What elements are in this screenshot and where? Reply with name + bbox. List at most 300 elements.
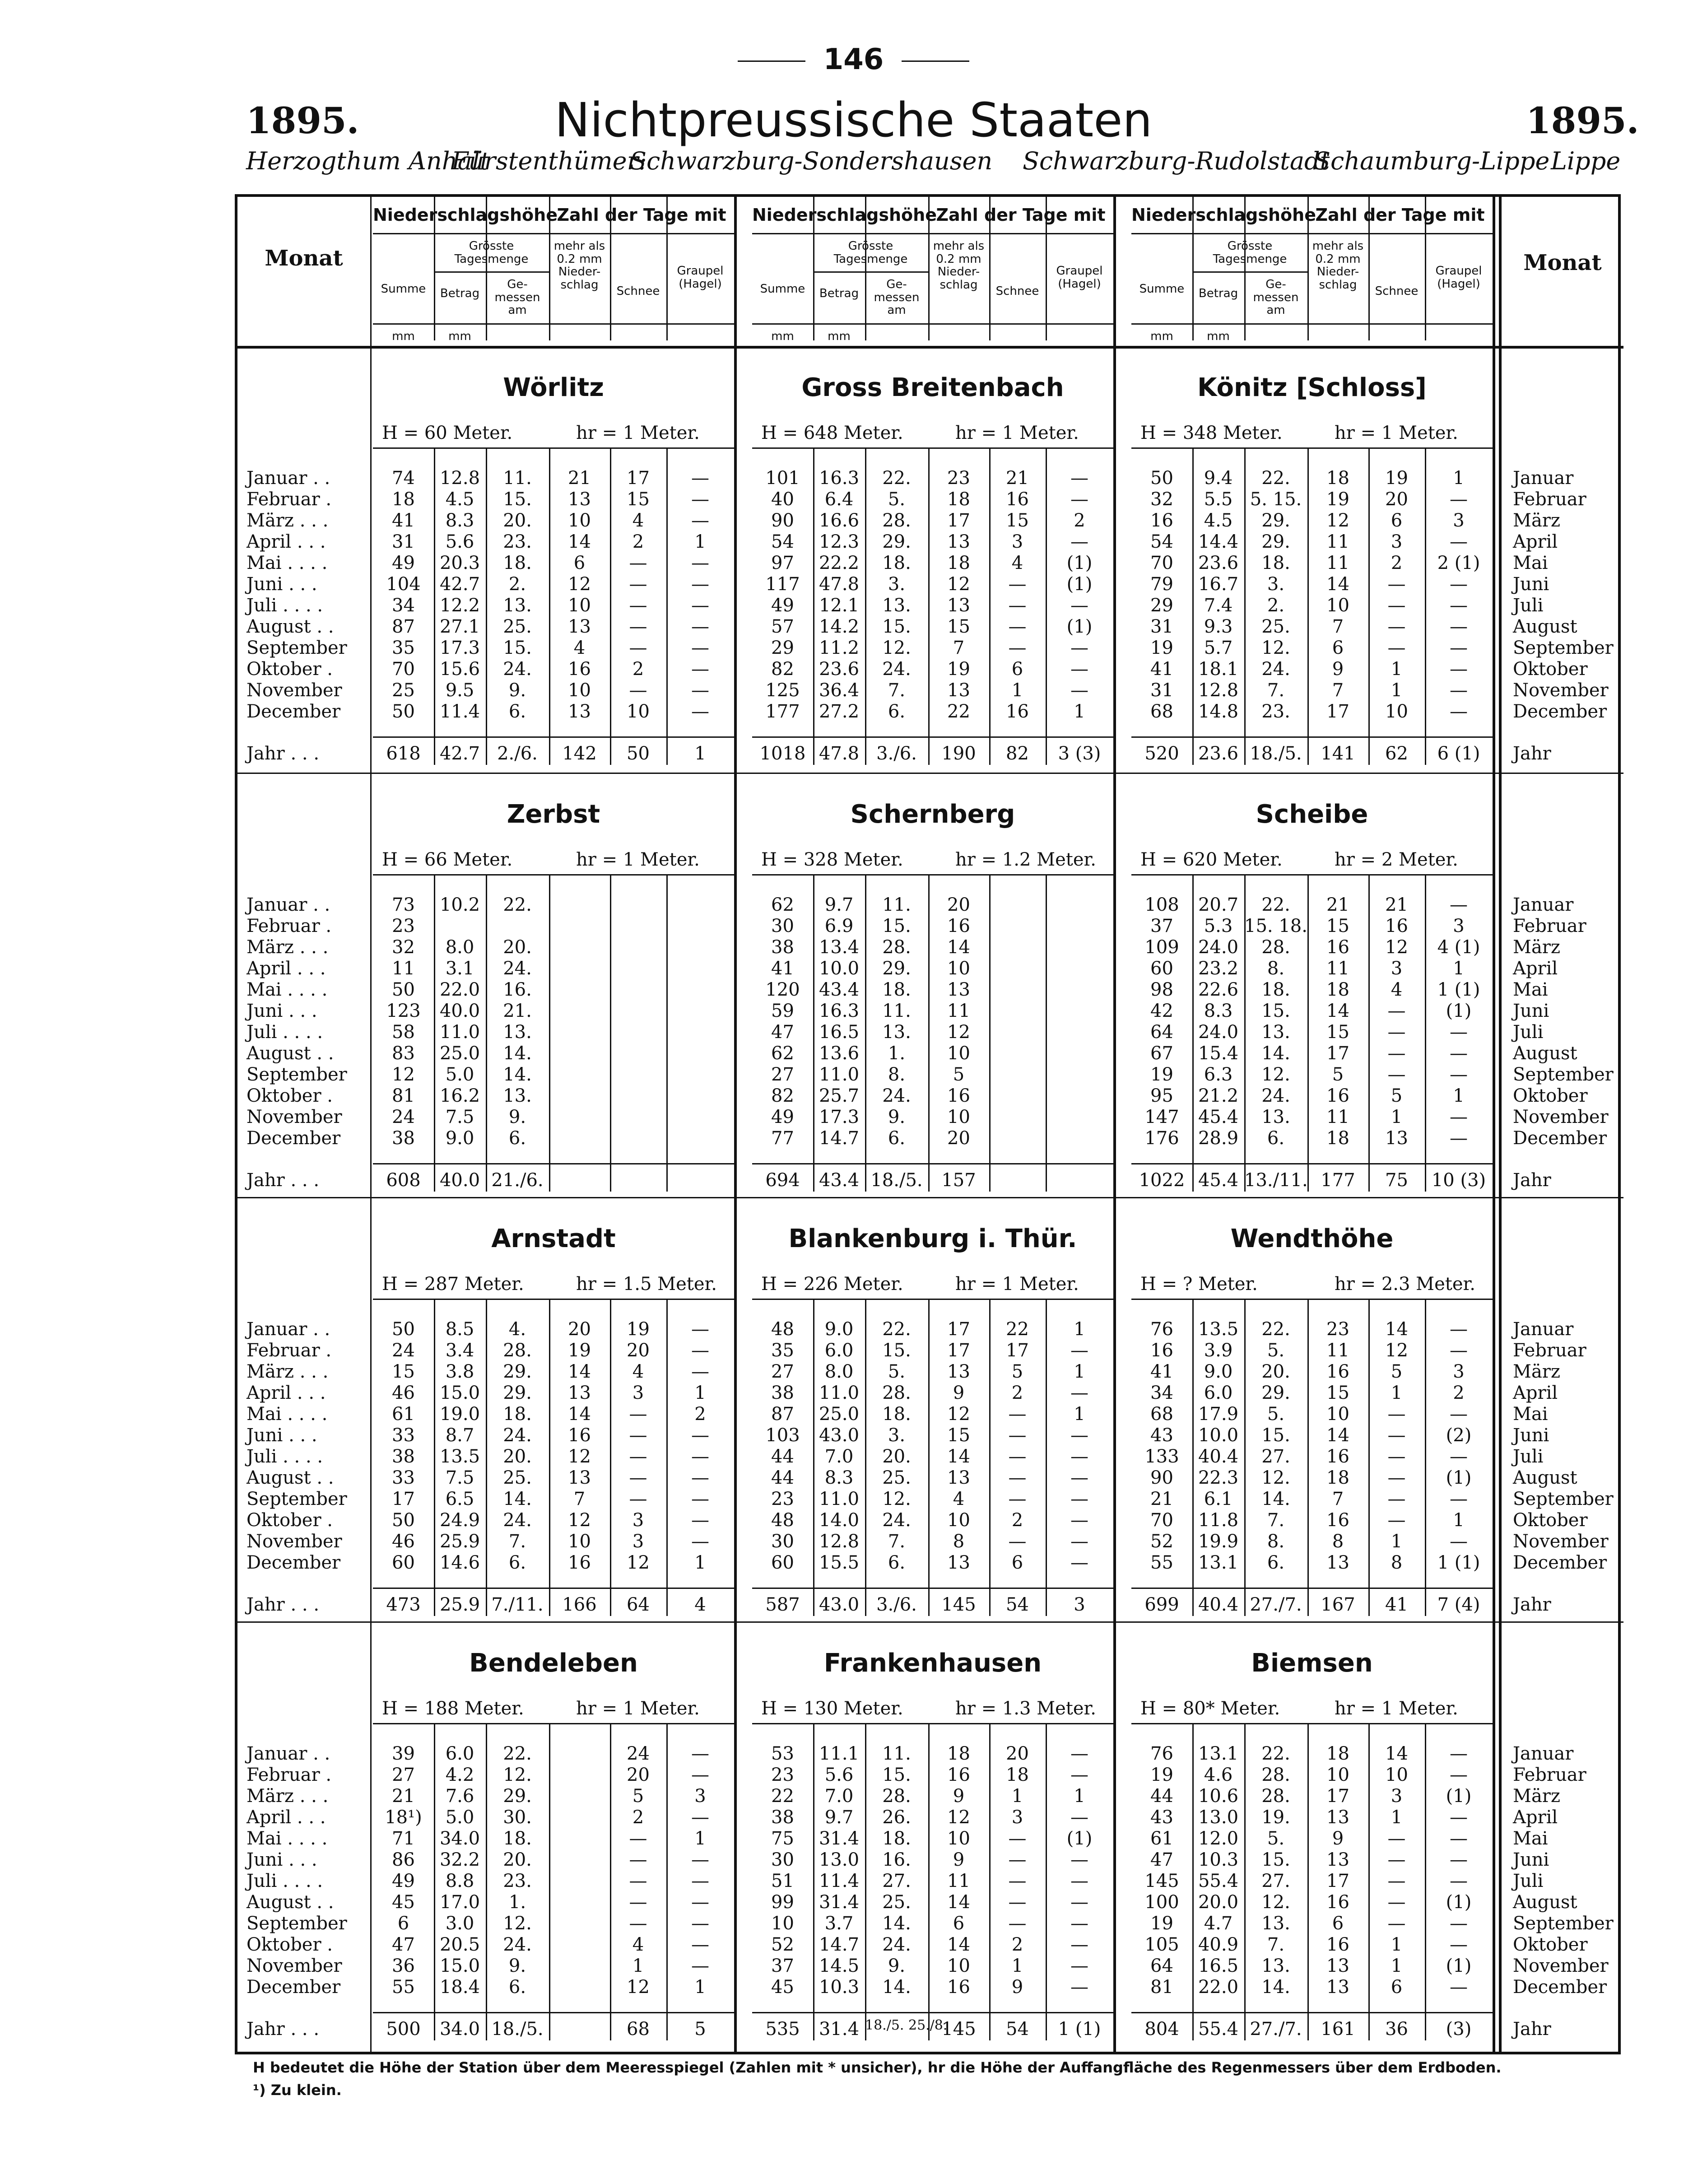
graupel-header: Graupel (Hagel) [677, 264, 724, 291]
station-height-line [382, 423, 743, 443]
data-cell: 3. [1267, 574, 1285, 595]
data-cell: 23. [1261, 701, 1290, 722]
data-cell: 11. [882, 1743, 911, 1764]
data-cell: 5. [888, 489, 906, 510]
station-rule [373, 447, 734, 449]
data-cell: 10.3 [819, 1977, 860, 1998]
data-cell: 23 [771, 1489, 794, 1509]
data-cell: — [629, 553, 647, 573]
data-cell: 18 [1326, 979, 1349, 1000]
month-label-left: Februar . [247, 489, 332, 510]
data-cell: 34 [1150, 1383, 1173, 1403]
data-cell: 53 [771, 1743, 794, 1764]
data-cell: 9. [508, 680, 526, 701]
data-cell: 17 [1326, 701, 1349, 722]
data-cell: 12 [392, 1064, 415, 1085]
data-col-rule [989, 874, 991, 1192]
data-cell: 49 [392, 1871, 415, 1891]
subtitle-rudolstadt: Schwarzburg-Rudolstadt [1023, 147, 1330, 175]
data-cell: 15 [1326, 1383, 1349, 1403]
data-cell: 13. [503, 595, 532, 616]
jahr-cell: 535 [765, 2019, 800, 2040]
summe-header: Summe [760, 282, 805, 296]
data-cell: 11.4 [439, 701, 480, 722]
gauge-height: hr = 1 Meter. [1335, 423, 1458, 443]
data-cell: — [1387, 1510, 1406, 1531]
data-cell: — [691, 510, 709, 531]
data-cell: 26. [882, 1807, 911, 1828]
data-cell: — [691, 468, 709, 489]
data-cell: 50 [392, 979, 415, 1000]
data-col-rule [549, 874, 550, 1192]
data-cell: 4 [1011, 553, 1023, 573]
data-cell: 30 [771, 1531, 794, 1552]
data-cell: 23.6 [1198, 553, 1239, 573]
data-cell: 47 [771, 1022, 794, 1043]
data-cell: 98 [1150, 979, 1173, 1000]
month-label-right: April [1513, 958, 1558, 979]
station-name: Gross Breitenbach [801, 373, 1064, 402]
data-col-rule [1244, 1723, 1246, 2040]
data-cell: 82 [771, 1085, 794, 1106]
jahr-label-left: Jahr . . . [247, 1170, 320, 1191]
data-cell: — [629, 1849, 647, 1870]
data-col-rule [434, 874, 435, 1192]
data-cell: 42 [1150, 1001, 1173, 1021]
data-cell: 79 [1150, 574, 1173, 595]
data-cell: 20 [627, 1765, 650, 1785]
data-col-rule [1368, 1723, 1370, 2040]
data-cell: — [691, 1871, 709, 1891]
data-cell: (1) [1446, 1892, 1472, 1913]
data-cell: 16 [1006, 489, 1029, 510]
data-cell: 16 [1150, 1340, 1173, 1361]
month-label-left: Januar . . [247, 468, 330, 489]
month-label-left: August . . [247, 1467, 334, 1488]
data-cell: 35 [771, 1340, 794, 1361]
data-cell: 11. [503, 468, 532, 489]
data-cell: 17.9 [1198, 1404, 1239, 1425]
jahr-cell: 145 [941, 1594, 976, 1615]
data-cell: — [1450, 1913, 1468, 1934]
data-cell: 21 [1006, 468, 1029, 489]
data-cell: 8. [1267, 958, 1285, 979]
data-cell: — [1450, 1064, 1468, 1085]
subtitle-sondershausen: Schwarzburg-Sondershausen [630, 147, 993, 175]
data-cell: 10 [1385, 701, 1408, 722]
data-cell: — [1070, 1892, 1088, 1913]
data-cell: 9 [953, 1849, 965, 1870]
jahr-cell: 2./6. [497, 743, 538, 764]
data-cell: 22. [503, 1743, 532, 1764]
month-label-left: November [247, 680, 342, 701]
month-label-right: Juli [1513, 1022, 1544, 1043]
data-col-rule [989, 1723, 991, 2040]
month-label-right: November [1513, 1107, 1609, 1127]
data-cell: 14 [1385, 1319, 1408, 1340]
data-cell: 11.2 [819, 638, 860, 658]
jahr-cell: 190 [941, 743, 976, 764]
data-cell: 145 [1144, 1871, 1179, 1891]
data-cell: 17 [627, 468, 650, 489]
data-cell: — [1450, 1531, 1468, 1552]
data-cell: — [1008, 1828, 1027, 1849]
data-cell: 1 (1) [1437, 1552, 1480, 1573]
data-cell: 60 [771, 1552, 794, 1573]
data-cell: 18. [882, 979, 911, 1000]
data-cell: 25. [882, 1467, 911, 1488]
data-cell: 6. [508, 1552, 526, 1573]
station-name: Biemsen [1251, 1648, 1373, 1678]
gauge-height: hr = 2 Meter. [1335, 849, 1458, 870]
data-cell: 18 [1326, 1467, 1349, 1488]
data-cell: 3 [1453, 1361, 1465, 1382]
data-cell: 10 [568, 510, 591, 531]
data-cell: 14.4 [1198, 531, 1239, 552]
data-cell: 20. [503, 937, 532, 958]
data-col-rule [610, 447, 611, 765]
data-cell: 28. [882, 510, 911, 531]
data-cell: — [629, 595, 647, 616]
jahr-rule [752, 736, 1113, 738]
data-cell: 48 [771, 1510, 794, 1531]
data-cell: 6.0 [1204, 1383, 1233, 1403]
data-cell: 12 [627, 1552, 650, 1573]
zahl-der-tage-header: Zahl der Tage mit [936, 205, 1106, 225]
data-cell: 15 [1326, 916, 1349, 936]
data-cell: 24. [503, 958, 532, 979]
data-cell: 27 [771, 1361, 794, 1382]
jahr-rule [752, 1588, 1113, 1589]
data-cell: — [629, 1489, 647, 1509]
data-cell: 14 [947, 1892, 970, 1913]
data-cell: 20 [627, 1340, 650, 1361]
data-col-rule [1192, 1723, 1194, 2040]
data-cell: 68 [1150, 701, 1173, 722]
data-col-rule [1192, 447, 1194, 765]
data-cell: 3 [1391, 1786, 1403, 1807]
data-cell: 12. [503, 1913, 532, 1934]
data-cell: 14 [568, 1404, 591, 1425]
data-cell: — [691, 1807, 709, 1828]
jahr-cell: 62 [1385, 743, 1408, 764]
data-cell: 20.0 [1198, 1892, 1239, 1913]
jahr-cell: 68 [627, 2019, 650, 2040]
jahr-cell: 40.0 [439, 1170, 480, 1191]
data-cell: 10 [568, 595, 591, 616]
data-cell: 7. [888, 1531, 906, 1552]
month-label-left: Mai . . . . [247, 1404, 328, 1425]
jahr-cell: 4 [694, 1594, 706, 1615]
data-cell: 16 [947, 1765, 970, 1785]
data-cell: 16 [1006, 701, 1029, 722]
data-cell: 12 [1385, 1340, 1408, 1361]
data-cell: 50 [1150, 468, 1173, 489]
data-cell: 11 [947, 1871, 970, 1891]
groesste-tagesmenge-header: Grösste Tagesmenge [833, 239, 908, 266]
data-cell: 73 [392, 894, 415, 915]
data-cell: 41 [1150, 659, 1173, 680]
station-name: Schernberg [850, 800, 1015, 829]
data-cell: — [1450, 701, 1468, 722]
data-cell: 13 [947, 680, 970, 701]
data-cell: 24. [1261, 1085, 1290, 1106]
data-cell: 30 [771, 916, 794, 936]
data-cell: — [1070, 1489, 1088, 1509]
month-label-left: Januar . . [247, 1743, 330, 1764]
data-cell: 28. [503, 1340, 532, 1361]
data-col-rule [1046, 1723, 1047, 2040]
month-label-left: September [247, 1064, 347, 1085]
jahr-cell: 694 [765, 1170, 800, 1191]
data-cell: 8.3 [445, 510, 474, 531]
data-cell: 19 [1326, 489, 1349, 510]
jahr-cell: 142 [562, 743, 597, 764]
station-height-line [761, 849, 1122, 870]
data-cell: — [1450, 595, 1468, 616]
data-cell: 20.3 [439, 553, 480, 573]
data-cell: 3.7 [824, 1913, 854, 1934]
data-cell: 1 [1074, 1404, 1085, 1425]
data-cell: 81 [392, 1085, 415, 1106]
data-cell: 14 [1326, 1001, 1349, 1021]
data-cell: 9. [888, 1956, 906, 1976]
subgroup-rule [434, 271, 549, 273]
data-cell: 1 [1453, 1085, 1465, 1106]
data-cell: — [1008, 1892, 1027, 1913]
data-cell: 1 [1011, 1786, 1023, 1807]
data-cell: 24. [882, 1085, 911, 1106]
data-cell: 76 [1150, 1743, 1173, 1764]
data-cell: 8. [1267, 1531, 1285, 1552]
data-cell: — [1070, 1743, 1088, 1764]
station-rule [1131, 1299, 1493, 1300]
data-cell: 7.5 [445, 1107, 474, 1127]
month-label-right: April [1513, 1807, 1558, 1828]
data-cell: 1 [632, 1956, 644, 1976]
data-cell: 15. [1261, 1001, 1290, 1021]
groesste-tagesmenge-header: Grösste Tagesmenge [454, 239, 529, 266]
station-name: Könitz [Schloss] [1197, 373, 1427, 402]
data-cell: 29. [503, 1383, 532, 1403]
data-cell: 24 [627, 1743, 650, 1764]
data-cell: — [1450, 1849, 1468, 1870]
data-cell: 17.3 [439, 638, 480, 658]
jahr-cell: 54 [1006, 1594, 1029, 1615]
month-label-right: Oktober [1513, 659, 1588, 680]
jahr-cell: 141 [1321, 743, 1355, 764]
data-cell: 43 [1150, 1425, 1173, 1446]
data-cell: 10.0 [1198, 1425, 1239, 1446]
data-cell: 13.1 [1198, 1743, 1239, 1764]
month-label-right: Februar [1513, 1340, 1586, 1361]
data-cell: 16. [882, 1849, 911, 1870]
data-cell: 40.4 [1198, 1446, 1239, 1467]
data-cell: 28. [882, 937, 911, 958]
data-cell: — [1070, 1531, 1088, 1552]
data-cell: 16 [568, 659, 591, 680]
data-cell: 70 [1150, 1510, 1173, 1531]
data-cell: 27. [882, 1871, 911, 1891]
data-cell: 18 [947, 1743, 970, 1764]
gemessen-header: Ge-messen am [1253, 278, 1299, 317]
schnee-header: Schnee [1375, 284, 1419, 298]
data-cell: 105 [1144, 1934, 1179, 1955]
data-cell: 104 [386, 574, 421, 595]
data-cell: 13. [1261, 1956, 1290, 1976]
data-cell: 38 [392, 1128, 415, 1149]
month-label-right: September [1513, 638, 1614, 658]
data-cell: 15.6 [439, 659, 480, 680]
data-cell: 5. 15. [1250, 489, 1302, 510]
data-cell: — [1008, 1404, 1027, 1425]
data-cell: 44 [771, 1446, 794, 1467]
data-cell: 5. [1267, 1404, 1285, 1425]
data-cell: — [1070, 1510, 1088, 1531]
month-label-left: August . . [247, 616, 334, 637]
data-cell: 13. [1261, 1913, 1290, 1934]
data-cell: 4 [632, 510, 644, 531]
data-cell: 20. [503, 510, 532, 531]
data-cell: 8. [888, 1064, 906, 1085]
data-cell: 7. [1267, 680, 1285, 701]
data-cell: 2 [694, 1404, 706, 1425]
data-cell: 18¹) [385, 1807, 422, 1828]
jahr-cell: 5 [694, 2019, 706, 2040]
month-label-right: Juni [1513, 574, 1549, 595]
block-rule [1113, 197, 1116, 2052]
data-cell: 3 [1011, 1807, 1023, 1828]
data-cell: 18. [1261, 553, 1290, 573]
data-cell: 9.7 [824, 1807, 854, 1828]
section-rule [237, 773, 1623, 774]
data-cell: 48 [771, 1319, 794, 1340]
data-cell: — [1387, 1043, 1406, 1064]
data-cell: — [691, 1934, 709, 1955]
year-right: 1895. [1526, 99, 1639, 142]
data-cell: — [1070, 1871, 1088, 1891]
data-cell: 23. [503, 531, 532, 552]
month-label-left: Januar . . [247, 1319, 330, 1340]
data-cell: 1 [1074, 1361, 1085, 1382]
data-cell: — [1070, 659, 1088, 680]
jahr-cell: 75 [1385, 1170, 1408, 1191]
data-cell: — [1450, 1489, 1468, 1509]
month-label-left: Februar . [247, 916, 332, 936]
data-cell: 18 [1006, 1765, 1029, 1785]
data-cell: — [1070, 531, 1088, 552]
data-cell: 100 [1144, 1892, 1179, 1913]
month-label-right: August [1513, 1467, 1577, 1488]
data-cell: 27. [1261, 1871, 1290, 1891]
data-cell: — [691, 1892, 709, 1913]
data-cell: 7. [508, 1531, 526, 1552]
data-cell: 3.9 [1204, 1340, 1233, 1361]
data-cell: 25. [503, 1467, 532, 1488]
group-rule [373, 233, 734, 234]
data-col-rule [1192, 874, 1194, 1192]
data-cell: 6.1 [1204, 1489, 1233, 1509]
data-cell: 13 [1326, 1849, 1349, 1870]
data-cell: 10 [1326, 1404, 1349, 1425]
month-label-left: Juni . . . [247, 574, 317, 595]
station-height: H = 80* Meter. [1140, 1698, 1280, 1719]
data-cell: — [1387, 616, 1406, 637]
data-cell: 5 [632, 1786, 644, 1807]
data-col-rule [1307, 1723, 1309, 2040]
data-cell: 24. [503, 1934, 532, 1955]
data-cell: 7 [1332, 1489, 1344, 1509]
data-cell: — [691, 1913, 709, 1934]
data-cell: 1 [1391, 1383, 1403, 1403]
data-cell: 15. [1261, 1849, 1290, 1870]
data-cell: — [1070, 1467, 1088, 1488]
data-cell: 9 [953, 1786, 965, 1807]
jahr-cell: 34.0 [439, 2019, 480, 2040]
data-cell: 12. [1261, 1467, 1290, 1488]
jahr-rule [752, 2012, 1113, 2013]
data-cell: 20 [1006, 1743, 1029, 1764]
data-cell: 71 [392, 1828, 415, 1849]
station-height-line [761, 1698, 1122, 1719]
data-cell: 12 [568, 1510, 591, 1531]
jahr-label-right: Jahr [1513, 1170, 1551, 1191]
data-cell: — [629, 1425, 647, 1446]
data-cell: 49 [771, 1107, 794, 1127]
data-cell: 2 [632, 659, 644, 680]
data-cell: 28.9 [1198, 1128, 1239, 1149]
data-cell: (1) [1446, 1467, 1472, 1488]
subgroup-rule [813, 271, 928, 273]
data-cell: — [691, 616, 709, 637]
data-cell: 21 [1326, 894, 1349, 915]
data-cell: 16 [1326, 1934, 1349, 1955]
data-col-rule [1046, 874, 1047, 1192]
data-col-rule [549, 1299, 550, 1616]
data-col-rule [1425, 447, 1426, 765]
data-cell: 6.5 [445, 1489, 474, 1509]
month-label-right: December [1513, 1552, 1607, 1573]
station-name: Wörlitz [503, 373, 604, 402]
data-cell: 6 [1332, 638, 1344, 658]
data-cell: 11 [1326, 1107, 1349, 1127]
data-cell: 13.0 [1198, 1807, 1239, 1828]
month-label-right: August [1513, 1043, 1577, 1064]
data-cell: — [1008, 1913, 1027, 1934]
data-cell: 19 [1150, 1064, 1173, 1085]
data-cell: 23 [392, 916, 415, 936]
jahr-cell: 55.4 [1198, 2019, 1239, 2040]
data-cell: 20. [882, 1446, 911, 1467]
data-cell: 31.4 [819, 1828, 860, 1849]
data-cell: 14. [1261, 1489, 1290, 1509]
data-cell: — [691, 638, 709, 658]
jahr-cell: 36 [1385, 2019, 1408, 2040]
data-cell: 13. [503, 1022, 532, 1043]
data-cell: 83 [392, 1043, 415, 1064]
data-cell: 6.4 [824, 489, 854, 510]
data-cell: 14.7 [819, 1934, 860, 1955]
jahr-cell: 699 [1144, 1594, 1179, 1615]
data-cell: — [691, 1340, 709, 1361]
data-cell: 24 [392, 1107, 415, 1127]
data-cell: — [1450, 1319, 1468, 1340]
col-rule [1499, 197, 1502, 2052]
data-cell: 19. [1261, 1807, 1290, 1828]
data-cell: (1) [1066, 553, 1093, 573]
data-cell: 42.7 [439, 574, 480, 595]
unit-mm: mm [828, 330, 851, 343]
